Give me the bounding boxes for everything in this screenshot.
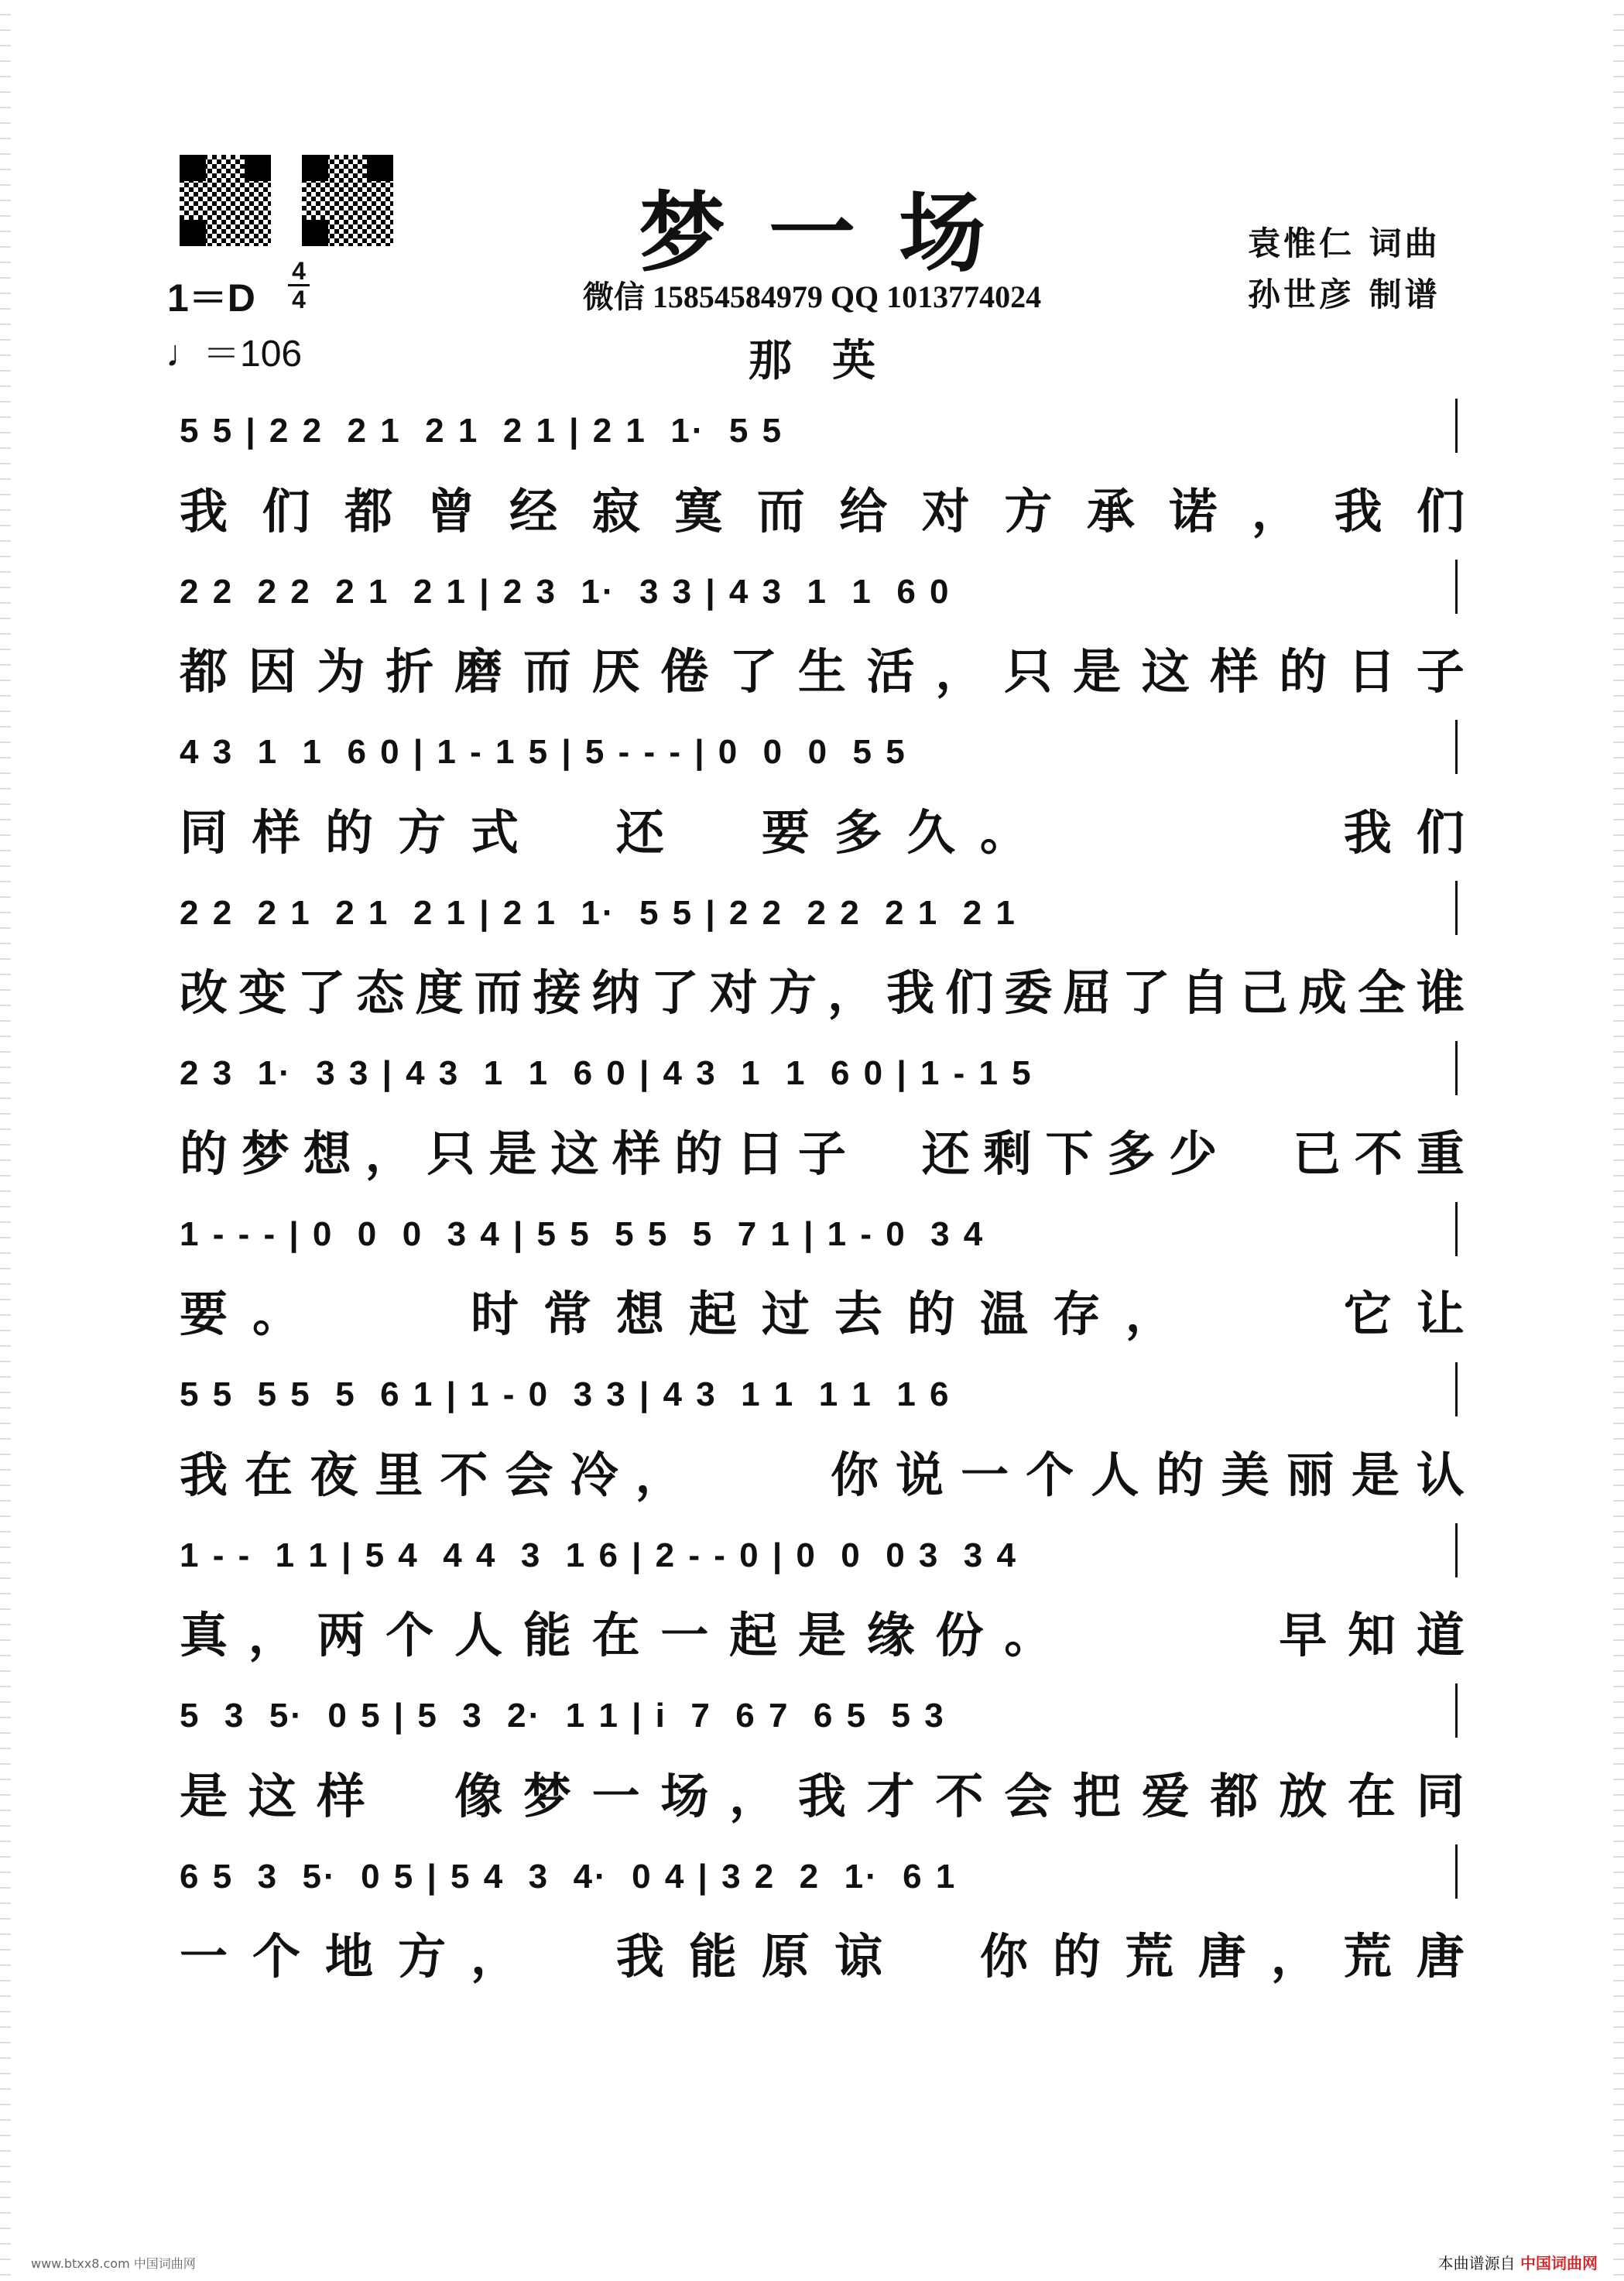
end-barline <box>1455 1041 1458 1095</box>
lyric-char: 我 <box>180 482 228 539</box>
lyric-char: 己 <box>1239 964 1288 1021</box>
lyric-char <box>325 1276 373 1344</box>
lyric-char: 能 <box>688 1928 737 1985</box>
lyric-char: 的 <box>324 803 373 861</box>
lyric-char: 人 <box>454 1607 503 1663</box>
lyric-char: 。 <box>1004 1607 1053 1663</box>
lyric-char: 它 <box>1343 1286 1392 1342</box>
end-barline <box>1455 720 1458 774</box>
lyric-char: ， <box>1125 1286 1173 1342</box>
lyric-char: 们 <box>945 964 994 1021</box>
notation-line: 1 - - - | 0 0 0 3 4 | 5 5 5 5 5 7 1 | 1 - 0 3 4 <box>180 1214 985 1253</box>
lyric-char: 磨 <box>454 643 503 700</box>
lyric-char: 能 <box>522 1607 571 1663</box>
lyric-char: 时 <box>470 1286 519 1342</box>
lyric-char: 的 <box>674 1125 723 1182</box>
lyric-char: 的 <box>180 1125 228 1182</box>
lyric-char: 夜 <box>310 1446 358 1503</box>
lyric-char <box>701 1437 749 1505</box>
lyric-char <box>860 1115 908 1184</box>
score-row <box>180 1355 1465 1509</box>
notation-line: 2 2 2 1 2 1 2 1 | 2 1 1· 5 5 | 2 2 2 2 2 1 2 1 <box>180 893 1017 932</box>
lyric-char: 要 <box>761 803 810 861</box>
lyric-char: 多 <box>1107 1125 1156 1182</box>
notation-line: 5 5 | 2 2 2 1 2 1 2 1 | 2 1 1· 5 5 <box>180 412 784 450</box>
lyrics-line <box>180 1111 1465 1188</box>
lyric-char: 我 <box>1343 803 1392 861</box>
lyric-char: 了 <box>729 643 778 700</box>
lyric-char: 份 <box>935 1607 984 1663</box>
lyric-char: 谁 <box>1416 964 1465 1021</box>
lyric-char: 改 <box>180 964 228 1021</box>
lyric-char: 是 <box>1351 1446 1400 1503</box>
lyric-char <box>1125 794 1173 863</box>
lyric-char: 方 <box>768 964 817 1021</box>
lyric-char: 想 <box>303 1125 351 1182</box>
lyrics-line <box>180 1432 1465 1509</box>
lyric-char: 不 <box>440 1446 488 1503</box>
time-signature-bottom: 4 <box>288 284 310 313</box>
score-row <box>180 1033 1465 1188</box>
lyric-char: 而 <box>756 482 805 539</box>
lyric-char <box>1271 794 1319 863</box>
contact-info: 微信 15854584979 QQ 1013774024 <box>582 279 1042 314</box>
lyric-char: 个 <box>385 1607 434 1663</box>
lyric-char: 梦 <box>522 1767 571 1824</box>
lyric-char <box>766 1437 814 1505</box>
lyric-char: 倦 <box>660 643 709 700</box>
end-barline <box>1455 1362 1458 1416</box>
lyric-char: 样 <box>252 803 300 861</box>
notation-line: 1 - - 1 1 | 5 4 4 4 3 1 6 | 2 - - 0 | 0 0 0 3 3 4 <box>180 1536 1018 1574</box>
score-row <box>180 1837 1465 1992</box>
lyric-char: 寂 <box>591 482 640 539</box>
lyricist-composer-credit: 袁惟仁 词曲 <box>1248 224 1441 262</box>
lyric-char: 早 <box>1279 1607 1328 1663</box>
lyrics-line <box>180 1272 1465 1349</box>
lyric-char: 诺 <box>1169 482 1218 539</box>
lyric-char: 谅 <box>834 1928 882 1985</box>
lyric-char: 们 <box>262 482 310 539</box>
lyric-char: 们 <box>1416 482 1465 539</box>
lyric-char: 还 <box>921 1125 970 1182</box>
lyric-char: 是 <box>797 1607 846 1663</box>
lyric-char: 我 <box>615 1928 664 1985</box>
lyric-char <box>543 1918 591 1987</box>
lyric-char: 的 <box>1052 1928 1101 1985</box>
lyric-char: 都 <box>180 643 228 700</box>
lyric-char: 会 <box>1004 1767 1053 1824</box>
lyric-char: 曾 <box>427 482 475 539</box>
lyric-char: 接 <box>533 964 581 1021</box>
score-row <box>180 873 1465 1028</box>
end-barline <box>1455 881 1458 935</box>
score-row <box>180 552 1465 707</box>
end-barline <box>1455 399 1458 453</box>
lyric-char: 。 <box>252 1286 300 1342</box>
notation-line: 5 5 5 5 5 6 1 | 1 - 0 3 3 | 4 3 1 1 1 1 1 6 <box>180 1375 951 1413</box>
lyric-char: 成 <box>1298 964 1347 1021</box>
lyric-char: 方 <box>397 803 446 861</box>
lyric-char: 要 <box>180 1286 228 1342</box>
lyric-char: 纳 <box>591 964 640 1021</box>
lyric-char: 知 <box>1348 1607 1396 1663</box>
lyric-char: 这 <box>1141 643 1190 700</box>
lyric-char: 两 <box>317 1607 365 1663</box>
lyric-char: 缘 <box>866 1607 915 1663</box>
lyric-char: 去 <box>834 1286 882 1342</box>
lyric-char: 折 <box>385 643 434 700</box>
lyric-char: 经 <box>509 482 558 539</box>
lyric-char: 是 <box>1072 643 1121 700</box>
lyric-char <box>1271 1276 1319 1344</box>
lyric-char: 屈 <box>1063 964 1112 1021</box>
notation-line: 4 3 1 1 6 0 | 1 - 1 5 | 5 - - - | 0 0 0 5 5 <box>180 733 907 771</box>
notation-line: 2 3 1· 3 3 | 4 3 1 1 6 0 | 4 3 1 1 6 0 | 1 - 1 5 <box>180 1054 1033 1092</box>
lyric-char: 的 <box>906 1286 955 1342</box>
lyric-char: 地 <box>324 1928 373 1985</box>
lyric-char: ， <box>935 643 984 700</box>
lyric-char: 不 <box>935 1767 984 1824</box>
quarter-note-icon: ♩ <box>166 334 203 375</box>
lyric-char: 们 <box>1416 803 1465 861</box>
lyric-char: 为 <box>317 643 365 700</box>
lyric-char: 式 <box>470 803 519 861</box>
lyric-char <box>543 794 591 863</box>
end-barline <box>1455 1202 1458 1256</box>
lyrics-line <box>180 950 1465 1028</box>
lyric-char: 认 <box>1416 1446 1465 1503</box>
lyric-char: 唐 <box>1416 1928 1465 1985</box>
lyric-char: 我 <box>886 964 935 1021</box>
lyric-char: 让 <box>1416 1286 1465 1342</box>
footer-credit <box>1438 2251 1598 2273</box>
lyric-char: 对 <box>709 964 758 1021</box>
lyric-char: 过 <box>761 1286 810 1342</box>
lyric-char: 这 <box>550 1125 599 1182</box>
lyric-char: 的 <box>1156 1446 1204 1503</box>
lyric-char: 下 <box>1045 1125 1094 1182</box>
lyric-char: 而 <box>522 643 571 700</box>
lyric-char: 已 <box>1293 1125 1341 1182</box>
lyric-char: 像 <box>454 1767 503 1824</box>
lyric-char <box>385 1758 433 1827</box>
lyric-char: 方 <box>1004 482 1053 539</box>
footer-source: www.btxx8.com 中国词曲网 <box>31 2256 196 2271</box>
lyric-char: ， <box>635 1446 684 1503</box>
lyric-char: 样 <box>317 1767 365 1824</box>
lyric-char <box>1053 794 1101 863</box>
lyric-char <box>1198 1276 1246 1344</box>
lyric-char: 一 <box>660 1607 709 1663</box>
lyric-char: 都 <box>344 482 393 539</box>
lyric-char: 唐 <box>1197 1928 1246 1985</box>
lyric-char: 荒 <box>1125 1928 1173 1985</box>
lyric-char <box>907 1918 955 1987</box>
lyric-char: 想 <box>615 1286 664 1342</box>
lyric-char: 厌 <box>591 643 640 700</box>
lyric-char: 在 <box>1348 1767 1396 1824</box>
lyric-char: ， <box>470 1928 519 1985</box>
lyric-char: 你 <box>830 1446 879 1503</box>
lyric-char: 委 <box>1004 964 1053 1021</box>
lyric-char: 不 <box>1354 1125 1403 1182</box>
lyric-char: ， <box>729 1767 778 1824</box>
lyric-char: 存 <box>1052 1286 1101 1342</box>
lyric-char: 起 <box>729 1607 778 1663</box>
lyric-char: 冷 <box>570 1446 618 1503</box>
lyric-char: 在 <box>245 1446 293 1503</box>
lyric-char: 原 <box>761 1928 810 1985</box>
lyric-char: 了 <box>650 964 699 1021</box>
end-barline <box>1455 1683 1458 1738</box>
lyric-char: 个 <box>1026 1446 1074 1503</box>
lyric-char: ， <box>1270 1928 1319 1985</box>
lyrics-line <box>180 468 1465 546</box>
lyrics-line <box>180 629 1465 707</box>
lyric-char: 丽 <box>1286 1446 1334 1503</box>
lyric-char: ， <box>827 964 876 1021</box>
lyrics-line <box>180 789 1465 867</box>
score-row <box>180 1516 1465 1670</box>
lyric-char: 。 <box>979 803 1028 861</box>
lyric-char: ， <box>248 1607 296 1663</box>
lyric-char: 活 <box>866 643 915 700</box>
time-signature-top: 4 <box>292 257 306 285</box>
lyric-char: 子 <box>797 1125 846 1182</box>
lyric-char: 一 <box>591 1767 640 1824</box>
lyric-char: 样 <box>1210 643 1259 700</box>
lyric-char: 同 <box>180 803 228 861</box>
lyric-char: 而 <box>474 964 522 1021</box>
lyric-char: 态 <box>356 964 405 1021</box>
lyric-char: 把 <box>1072 1767 1121 1824</box>
singer-name: 那英 <box>749 336 916 386</box>
lyric-char: 说 <box>896 1446 944 1503</box>
lyric-char: 荒 <box>1343 1928 1392 1985</box>
lyric-char: ， <box>1251 482 1300 539</box>
lyric-char: 自 <box>1180 964 1229 1021</box>
lyric-char: 人 <box>1091 1446 1139 1503</box>
lyric-char: 个 <box>252 1928 300 1985</box>
lyric-char: 承 <box>1086 482 1135 539</box>
lyric-char: 道 <box>1416 1607 1465 1663</box>
score-row <box>180 712 1465 867</box>
lyric-char: 放 <box>1279 1767 1328 1824</box>
lyric-char: 我 <box>180 1446 228 1503</box>
lyric-char: 我 <box>1334 482 1382 539</box>
lyric-char <box>1198 794 1246 863</box>
end-barline <box>1455 1844 1458 1899</box>
footer-brand: 中国词曲网 <box>1520 2254 1598 2272</box>
arranger-credit: 孙世彦 制谱 <box>1248 276 1441 313</box>
lyric-char: 是 <box>488 1125 537 1182</box>
lyric-char: 场 <box>660 1767 709 1824</box>
lyric-char: ， <box>365 1125 413 1182</box>
lyric-char: 子 <box>1416 643 1465 700</box>
lyric-char: 方 <box>397 1928 446 1985</box>
lyric-char: 了 <box>297 964 346 1021</box>
lyric-char: 对 <box>921 482 970 539</box>
lyric-char <box>689 794 737 863</box>
score-row <box>180 391 1465 546</box>
end-barline <box>1455 560 1458 614</box>
notation-line: 6 5 3 5· 0 5 | 5 4 3 4· 0 4 | 3 2 2 1· 6 1 <box>180 1857 958 1896</box>
lyric-char: 起 <box>688 1286 737 1342</box>
notation-line: 2 2 2 2 2 1 2 1 | 2 3 1· 3 3 | 4 3 1 1 6 0 <box>180 572 951 611</box>
lyric-char: 同 <box>1416 1767 1465 1824</box>
lyric-char: 还 <box>615 803 664 861</box>
lyric-char: 只 <box>1004 643 1053 700</box>
lyric-char: 全 <box>1357 964 1406 1021</box>
lyric-char: 温 <box>979 1286 1028 1342</box>
lyric-char: 久 <box>906 803 955 861</box>
lyric-char: 一 <box>180 1928 228 1985</box>
lyric-char: 常 <box>543 1286 591 1342</box>
lyric-char: 日 <box>1348 643 1396 700</box>
lyric-char: 才 <box>866 1767 915 1824</box>
lyric-char: 重 <box>1416 1125 1465 1182</box>
lyric-char: 在 <box>591 1607 640 1663</box>
lyric-char: 变 <box>238 964 287 1021</box>
lyric-char <box>1231 1115 1279 1184</box>
lyrics-line <box>180 1914 1465 1992</box>
lyric-char <box>1210 1597 1258 1666</box>
lyric-char: 爱 <box>1141 1767 1190 1824</box>
lyric-char <box>398 1276 446 1344</box>
tempo-value: ＝106 <box>203 334 303 375</box>
lyric-char: 生 <box>797 643 846 700</box>
lyric-char: 这 <box>248 1767 296 1824</box>
lyric-char: 因 <box>248 643 296 700</box>
time-signature <box>288 258 310 313</box>
lyric-char: 日 <box>736 1125 785 1182</box>
lyric-char: 只 <box>427 1125 475 1182</box>
lyric-char: 真 <box>180 1607 228 1663</box>
lyrics-line <box>180 1593 1465 1670</box>
lyric-char: 寞 <box>674 482 723 539</box>
lyric-char: 度 <box>415 964 464 1021</box>
lyric-char: 我 <box>797 1767 846 1824</box>
lyric-char <box>1073 1597 1121 1666</box>
lyric-char: 给 <box>839 482 888 539</box>
notation-line: 5 3 5· 0 5 | 5 3 2· 1 1 | i 7 6 7 6 5 5 3 <box>180 1697 946 1735</box>
footer-note: 本曲谱源自 <box>1437 2254 1516 2272</box>
lyric-char: 多 <box>834 803 882 861</box>
lyric-char: 会 <box>505 1446 553 1503</box>
song-title: 梦一场 <box>639 183 1029 284</box>
lyrics-line <box>180 1753 1465 1831</box>
lyric-char: 你 <box>979 1928 1028 1985</box>
score-row <box>180 1194 1465 1349</box>
lyric-char: 了 <box>1122 964 1170 1021</box>
score-row <box>180 1676 1465 1831</box>
lyric-char: 一 <box>961 1446 1009 1503</box>
lyric-char: 剩 <box>983 1125 1032 1182</box>
lyric-char: 美 <box>1221 1446 1269 1503</box>
lyric-char: 梦 <box>241 1125 290 1182</box>
lyric-char: 的 <box>1279 643 1328 700</box>
lyric-char: 都 <box>1210 1767 1259 1824</box>
lyric-char: 里 <box>375 1446 423 1503</box>
lyric-char: 样 <box>612 1125 661 1182</box>
tempo-marking <box>166 324 302 377</box>
key-signature: 1＝D <box>167 276 255 320</box>
end-barline <box>1455 1523 1458 1577</box>
lyric-char <box>1142 1597 1190 1666</box>
lyric-char: 少 <box>1169 1125 1218 1182</box>
lyric-char: 是 <box>180 1767 228 1824</box>
